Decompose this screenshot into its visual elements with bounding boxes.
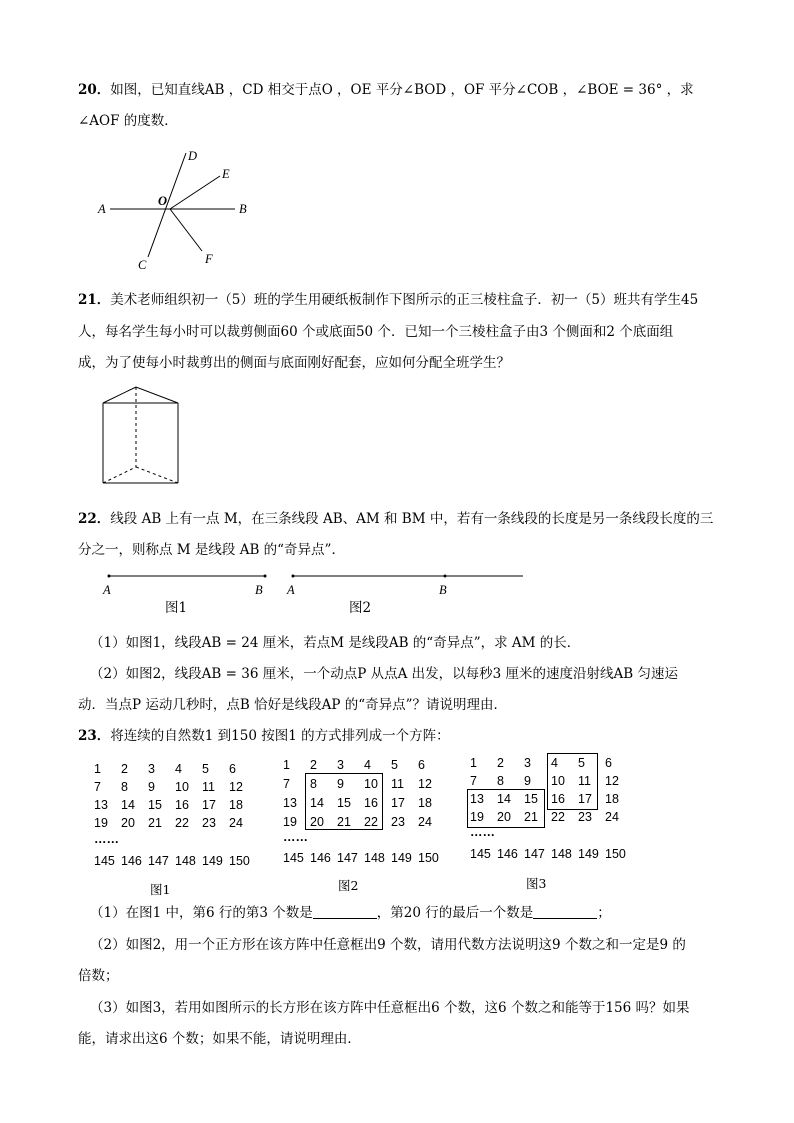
matrix-cell: 11: [391, 777, 404, 791]
matrix-cell: 12: [605, 774, 619, 788]
matrix-cell: 9: [148, 780, 155, 794]
matrix-cell: 24: [605, 810, 619, 824]
matrix-cell: 3: [524, 756, 531, 770]
matrix-cell: 7: [470, 774, 477, 788]
matrix-cell: 9: [524, 774, 531, 788]
ray-oe: [170, 176, 220, 209]
fig2-label-b: B: [439, 583, 447, 597]
q20-text-1: 如图，已知直线AB ，CD 相交于点O ，OE 平分∠BOD ，OF 平分∠COB ，∠BOE = 36° ，求: [110, 82, 694, 98]
q22-fig1-caption: 图1: [165, 600, 188, 616]
matrix-fig2: [283, 758, 453, 868]
matrix-cell: 4: [175, 762, 182, 776]
q22-fig2-caption: 图2: [349, 600, 372, 616]
matrix-cell: 18: [418, 796, 432, 810]
fig2-label-a: A: [287, 583, 295, 597]
matrix-cell: 5: [578, 756, 585, 770]
matrix-fig3: [470, 756, 640, 866]
matrix-fig1: [94, 762, 264, 872]
matrix-cell: 20: [497, 810, 511, 824]
matrix-cell: 15: [524, 792, 538, 806]
matrix-cell: 10: [175, 780, 189, 794]
matrix-cell: 5: [202, 762, 209, 776]
matrix-cell: 1: [94, 762, 101, 776]
matrix-cell: 146: [121, 854, 142, 868]
matrix-cell: 146: [310, 851, 331, 865]
matrix-cell: 22: [551, 810, 565, 824]
q23-part1: [90, 903, 611, 923]
q23-fig1-caption: 图1: [150, 882, 171, 897]
matrix-cell: 4: [551, 756, 558, 770]
matrix-cell: 6: [605, 756, 612, 770]
matrix-cell: 13: [283, 796, 297, 810]
matrix-cell: 3: [148, 762, 155, 776]
matrix-cell: 6: [418, 758, 425, 772]
matrix-cell: 150: [418, 851, 439, 865]
matrix-cell: 148: [175, 854, 196, 868]
matrix-cell: 15: [337, 796, 351, 810]
matrix-cell: 150: [229, 854, 250, 868]
matrix-cell: 17: [578, 792, 592, 806]
matrix-cell: 11: [202, 780, 215, 794]
matrix-cell: 5: [391, 758, 398, 772]
matrix-cell: 145: [283, 851, 304, 865]
q23-number: 23．: [78, 728, 111, 744]
matrix-cell: 2: [121, 762, 128, 776]
q22-part1: （1）如图1，线段AB = 24 厘米，若点M 是线段AB 的“奇异点”，求 AM 的长．: [90, 635, 581, 651]
matrix-cell: 7: [94, 780, 101, 794]
matrix-cell: 10: [551, 774, 565, 788]
q23-line1: [78, 726, 450, 746]
matrix-cell: 2: [310, 758, 317, 772]
matrix-cell: 24: [418, 815, 432, 829]
q23-part2-line1: （2）如图2，用一个正方形在该方阵中任意框出9 个数，请用代数方法说明这9 个数之和一定是9 的: [90, 937, 686, 953]
q22-segment-figures: [95, 566, 535, 614]
q23-part3-line2: 能，请求出这6 个数；如果不能，请说明理由．: [78, 1031, 361, 1047]
matrix-cell: 147: [524, 847, 545, 861]
matrix-cell: 21: [524, 810, 538, 824]
matrix-cell: 148: [551, 847, 572, 861]
matrix-cell: 2: [497, 756, 504, 770]
matrix-cell: 18: [605, 792, 619, 806]
q20-angle-figure: [90, 145, 260, 275]
matrix-cell: 148: [364, 851, 385, 865]
fig1-label-b: B: [255, 583, 263, 597]
matrix-cell: 13: [470, 792, 484, 806]
q21-line3: 成，为了使每小时裁剪出的侧面与底面刚好配套，应如何分配全班学生？: [78, 355, 510, 371]
fig1-label-a: A: [103, 583, 111, 597]
label-b: B: [239, 202, 247, 216]
matrix-cell: 149: [202, 854, 223, 868]
q23-part1-text-a: （1）在图1 中，第6 行的第3 个数是: [90, 905, 313, 921]
matrix-cell: 3: [337, 758, 344, 772]
ray-of: [170, 209, 202, 251]
matrix-cell: 6: [229, 762, 236, 776]
matrix-cell: 14: [121, 798, 135, 812]
matrix-cell: 22: [364, 815, 378, 829]
q21-text-1: 美术老师组织初一（5）班的学生用硬纸板制作下图所示的正三棱柱盒子．初一（5）班共有学生45: [110, 292, 699, 308]
q20-line1: [78, 80, 694, 100]
label-a: A: [98, 202, 106, 216]
q20-line2: ∠AOF 的度数．: [78, 113, 178, 129]
matrix-cell: 23: [391, 815, 405, 829]
matrix-cell: 149: [391, 851, 412, 865]
label-d: D: [188, 149, 198, 163]
q21-prism-figure: [98, 383, 188, 488]
q22-line1: [78, 509, 713, 529]
matrix-cell: 1: [283, 758, 290, 772]
rect-frame-upper: [547, 753, 598, 810]
rect-frame-lower: [467, 789, 545, 828]
matrix-cell: 17: [202, 798, 216, 812]
prism-top-face: [103, 387, 178, 403]
matrix-cell: 16: [175, 798, 189, 812]
q23-part1-text-c: ；: [597, 905, 611, 921]
q23-fig2-caption: 图2: [338, 878, 359, 893]
matrix-cell: 22: [175, 816, 189, 830]
matrix-cell: 11: [578, 774, 591, 788]
label-o: O: [158, 194, 168, 208]
matrix-cell: 21: [337, 815, 351, 829]
fig1-point-a: [108, 575, 111, 578]
matrix-cell: 1: [470, 756, 477, 770]
matrix-cell: 21: [148, 816, 162, 830]
matrix-cell: 8: [497, 774, 504, 788]
matrix-cell: 4: [364, 758, 371, 772]
q21-line1: [78, 290, 698, 310]
label-c: C: [138, 258, 147, 272]
matrix-cell: 8: [310, 777, 317, 791]
q23-part1-text-b: ，第20 行的最后一个数是: [376, 905, 534, 921]
q22-text-1: 线段 AB 上有一点 M，在三条线段 AB、AM 和 BM 中，若有一条线段的长度是另一条线段长度的三: [110, 511, 714, 527]
prism-hidden-base-left: [103, 467, 136, 483]
matrix-cell: 145: [94, 854, 115, 868]
matrix-cell: 12: [418, 777, 432, 791]
matrix-cell: 8: [121, 780, 128, 794]
matrix-cell: 23: [578, 810, 592, 824]
matrix-cell: 7: [283, 777, 290, 791]
matrix-dots: ……: [94, 832, 119, 846]
q21-line2: 人，每名学生每小时可以裁剪侧面60 个或底面50 个．已知一个三棱柱盒子由3 个侧面和2 个底面组: [78, 324, 674, 340]
q23-part3-line1: （3）如图3，若用如图所示的长方形在该方阵中任意框出6 个数，这6 个数之和能等于156 吗？如果: [90, 1000, 690, 1016]
matrix-cell: 150: [605, 847, 626, 861]
q22-part2-line1: （2）如图2，线段AB = 36 厘米，一个动点P 从点A 出发，以每秒3 厘米的速度沿射线AB 匀速运: [90, 666, 678, 682]
q22-line2: 分之一，则称点 M 是线段 AB 的“奇异点”．: [78, 542, 345, 558]
prism-hidden-base-right: [136, 467, 178, 483]
matrix-cell: 20: [121, 816, 135, 830]
fig1-point-b: [264, 575, 267, 578]
matrix-cell: 17: [391, 796, 405, 810]
matrix-cell: 14: [310, 796, 324, 810]
answer-blank-1[interactable]: [313, 904, 377, 919]
matrix-cell: 16: [551, 792, 565, 806]
matrix-cell: 23: [202, 816, 216, 830]
q20-number: 20．: [78, 82, 111, 98]
matrix-cell: 146: [497, 847, 518, 861]
matrix-cell: 10: [364, 777, 378, 791]
matrix-cell: 20: [310, 815, 324, 829]
q23-fig3-caption: 图3: [526, 876, 547, 891]
q23-text-1: 将连续的自然数1 到150 按图1 的方式排列成一个方阵：: [110, 728, 450, 744]
label-f: F: [205, 252, 213, 266]
matrix-cell: 12: [229, 780, 243, 794]
matrix-cell: 14: [497, 792, 511, 806]
matrix-cell: 19: [94, 816, 108, 830]
square-frame-3x3: [305, 773, 383, 830]
matrix-cell: 19: [283, 815, 297, 829]
matrix-cell: 145: [470, 847, 491, 861]
matrix-cell: 19: [470, 810, 484, 824]
matrix-dots: ……: [470, 825, 495, 839]
matrix-cell: 9: [337, 777, 344, 791]
matrix-cell: 13: [94, 798, 108, 812]
q22-number: 22．: [78, 511, 111, 527]
fig2-point-a: [292, 575, 295, 578]
q23-part2-line2: 倍数；: [78, 968, 119, 984]
label-e: E: [222, 167, 230, 181]
matrix-cell: 18: [229, 798, 243, 812]
q21-number: 21．: [78, 292, 111, 308]
matrix-dots: ……: [283, 830, 308, 844]
matrix-cell: 24: [229, 816, 243, 830]
fig2-point-b: [444, 575, 447, 578]
matrix-cell: 147: [337, 851, 358, 865]
matrix-cell: 149: [578, 847, 599, 861]
matrix-cell: 16: [364, 796, 378, 810]
q22-part2-line2: 动．当点P 运动几秒时，点B 恰好是线段AP 的“奇异点”？请说明理由．: [78, 697, 508, 713]
answer-blank-2[interactable]: [533, 904, 597, 919]
matrix-cell: 15: [148, 798, 162, 812]
matrix-cell: 147: [148, 854, 169, 868]
